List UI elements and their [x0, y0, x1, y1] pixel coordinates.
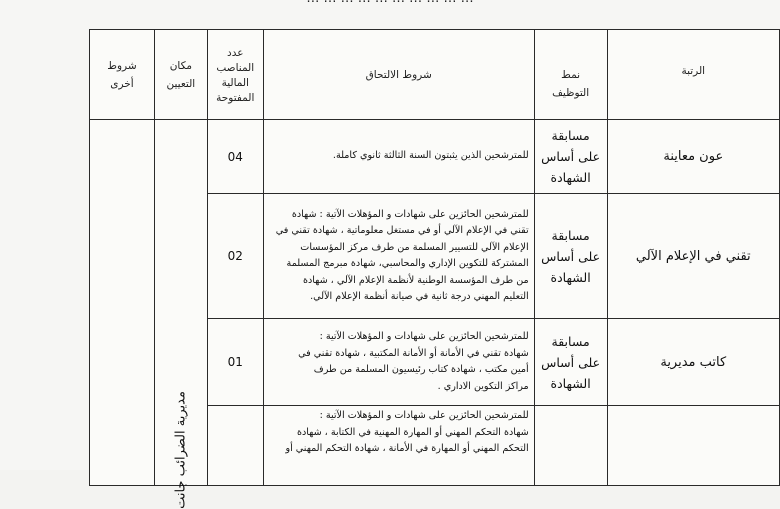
positions-count-cell — [207, 319, 263, 406]
positions-count-value: 01 — [227, 355, 243, 369]
header-positions-count — [207, 30, 263, 120]
positions-count-value: 04 — [227, 149, 243, 164]
condition-line: المشتركة للتكوين الإداري والمحاسبي، شهادة مبرمج المسلمة — [286, 258, 529, 269]
header-row — [90, 30, 780, 120]
cut-off-heading — [0, 0, 780, 10]
rank-cell — [607, 406, 779, 486]
condition-line: للمترشحين الذين يثبتون السنة الثالثة ثانوي كاملة. — [332, 150, 529, 162]
header-assignment-place-label: مكان التعيين — [166, 59, 196, 90]
header-other-conditions — [90, 30, 155, 120]
recruitment-mode-label: مسابقة على أساس الشهادة — [541, 333, 601, 391]
positions-count-cell — [207, 194, 263, 319]
header-rank — [607, 30, 779, 120]
header-other-conditions-label: شروط أخرى — [107, 59, 137, 90]
rank-label: عون معاينة — [663, 149, 724, 164]
condition-line: شهادة تقني في الأمانة أو الأمانة المكتبية ، شهادة تقني في — [298, 347, 529, 359]
access-conditions-cell — [263, 406, 534, 486]
other-conditions-cell — [90, 120, 155, 486]
recruitment-mode-cell — [534, 194, 607, 319]
condition-line: أمين مكتب ، شهادة كتاب رئيسيون المسلمة من طرف — [313, 364, 529, 375]
header-assignment-place — [154, 30, 207, 120]
header-recruitment-mode — [534, 30, 607, 120]
access-conditions-cell — [263, 120, 534, 194]
recruitment-mode-label: مسابقة على أساس الشهادة — [541, 227, 601, 285]
recruitment-mode-cell — [534, 120, 607, 194]
condition-line: من طرف المؤسسة الوطنية لأنظمة الإعلام الآلي ، شهادة — [302, 274, 529, 286]
condition-line: للمترشحين الحائزين على شهادات و المؤهلات الآتية : — [319, 331, 529, 342]
assignment-place-cell — [154, 120, 207, 509]
recruitment-table — [89, 29, 780, 509]
condition-line: للمترشحين الحائزين على شهادات و المؤهلات الآتية : — [319, 410, 529, 421]
rank-cell — [607, 319, 779, 406]
condition-line: تقني في الإعلام الآلي أو في مستغل معلوماتية ، شهادة تقني في — [275, 225, 529, 236]
header-recruitment-mode-label: نمط التوظيف — [552, 68, 590, 99]
rank-label: كاتب مديرية — [660, 354, 727, 370]
positions-count-value: 02 — [227, 249, 243, 263]
cut-off-heading-text — [250, 0, 530, 6]
recruitment-mode-cell — [534, 406, 607, 486]
positions-count-cell — [207, 406, 263, 486]
rank-cell — [607, 194, 779, 319]
header-rank-label: الرتبة — [681, 64, 706, 77]
condition-line: مراكز التكوين الاداري . — [437, 380, 529, 392]
recruitment-mode-cell — [534, 319, 607, 406]
header-access-conditions — [263, 30, 534, 120]
condition-line: التحكم المهني أو المهارة في الأمانة ، شهادة التحكم المهني أو — [285, 443, 529, 454]
condition-line: الإعلام الآلي للتسيير المسلمة من طرف مركز المؤسسات — [300, 241, 529, 253]
condition-line: التعليم المهني درجة ثانية في صيانة أنظمة الإعلام الآلي. — [310, 291, 529, 302]
access-conditions-cell — [263, 319, 534, 406]
rank-label: تقني في الإعلام الآلي — [635, 248, 751, 264]
assignment-place-value: مديرية الضرائب جانت — [173, 391, 189, 509]
rank-cell — [607, 120, 779, 194]
access-conditions-cell — [263, 194, 534, 319]
header-positions-count-label: عدد المناصب المالية المفتوحة — [216, 46, 255, 104]
table-row — [90, 120, 780, 194]
positions-count-cell — [207, 120, 263, 194]
condition-line: شهادة التحكم المهني أو المهارة المهنية في الكتابة ، شهادة — [296, 426, 529, 438]
condition-line: للمترشحين الحائزين على شهادات و المؤهلات الآتية : شهادة — [291, 208, 529, 220]
header-access-conditions-label: شروط الالتحاق — [365, 68, 432, 81]
recruitment-mode-label: مسابقة على أساس الشهادة — [541, 128, 601, 185]
